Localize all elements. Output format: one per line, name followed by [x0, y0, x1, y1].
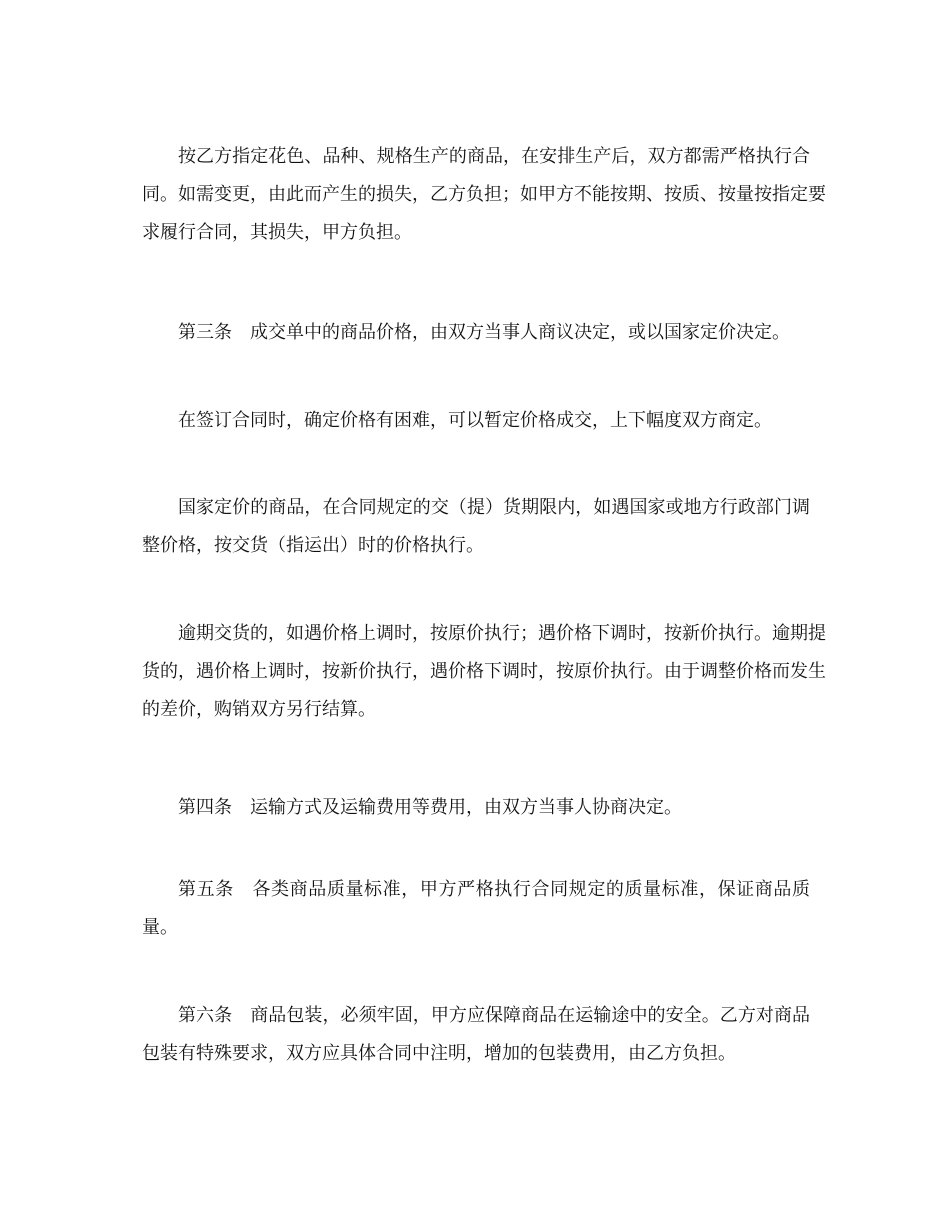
paragraph-state-price — [142, 489, 810, 565]
paragraph-late-delivery — [142, 615, 826, 729]
paragraph-article-6 — [142, 997, 810, 1073]
text-line: 在签订合同时，确定价格有困难，可以暂定价格成交，上下幅度双方商定。 — [178, 410, 772, 431]
text-line: 量。 — [142, 917, 178, 938]
text-line: 的差价，购销双方另行结算。 — [142, 699, 376, 720]
text-line: 逾期交货的，如遇价格上调时，按原价执行；遇价格下调时，按新价执行。逾期提 — [178, 623, 826, 644]
text-line: 按乙方指定花色、品种、规格生产的商品，在安排生产后，双方都需严格执行合 — [178, 146, 810, 167]
text-line: 国家定价的商品，在合同规定的交（提）货期限内，如遇国家或地方行政部门调 — [178, 497, 810, 518]
text-line: 整价格，按交货（指运出）时的价格执行。 — [142, 535, 484, 556]
text-line: 第四条 运输方式及运输费用等费用，由双方当事人协商决定。 — [178, 797, 682, 818]
text-line: 同。如需变更，由此而产生的损失，乙方负担；如甲方不能按期、按质、按量按指定要 — [142, 184, 826, 205]
text-line: 第五条 各类商品质量标准，甲方严格执行合同规定的质量标准，保证商品质 — [178, 879, 810, 900]
paragraph-provisional-price — [142, 402, 810, 440]
paragraph-article-5 — [142, 871, 810, 947]
paragraph-production-terms — [142, 138, 826, 252]
text-line: 包装有特殊要求，双方应具体合同中注明，增加的包装费用，由乙方负担。 — [142, 1043, 736, 1064]
text-line: 第三条 成交单中的商品价格，由双方当事人商议决定，或以国家定价决定。 — [178, 322, 790, 343]
paragraph-article-4 — [142, 789, 810, 827]
paragraph-article-3 — [142, 314, 810, 352]
text-line: 货的，遇价格上调时，按新价执行，遇价格下调时，按原价执行。由于调整价格而发生 — [142, 661, 826, 682]
text-line: 第六条 商品包装，必须牢固，甲方应保障商品在运输途中的安全。乙方对商品 — [178, 1005, 810, 1026]
text-line: 求履行合同，其损失，甲方负担。 — [142, 222, 412, 243]
